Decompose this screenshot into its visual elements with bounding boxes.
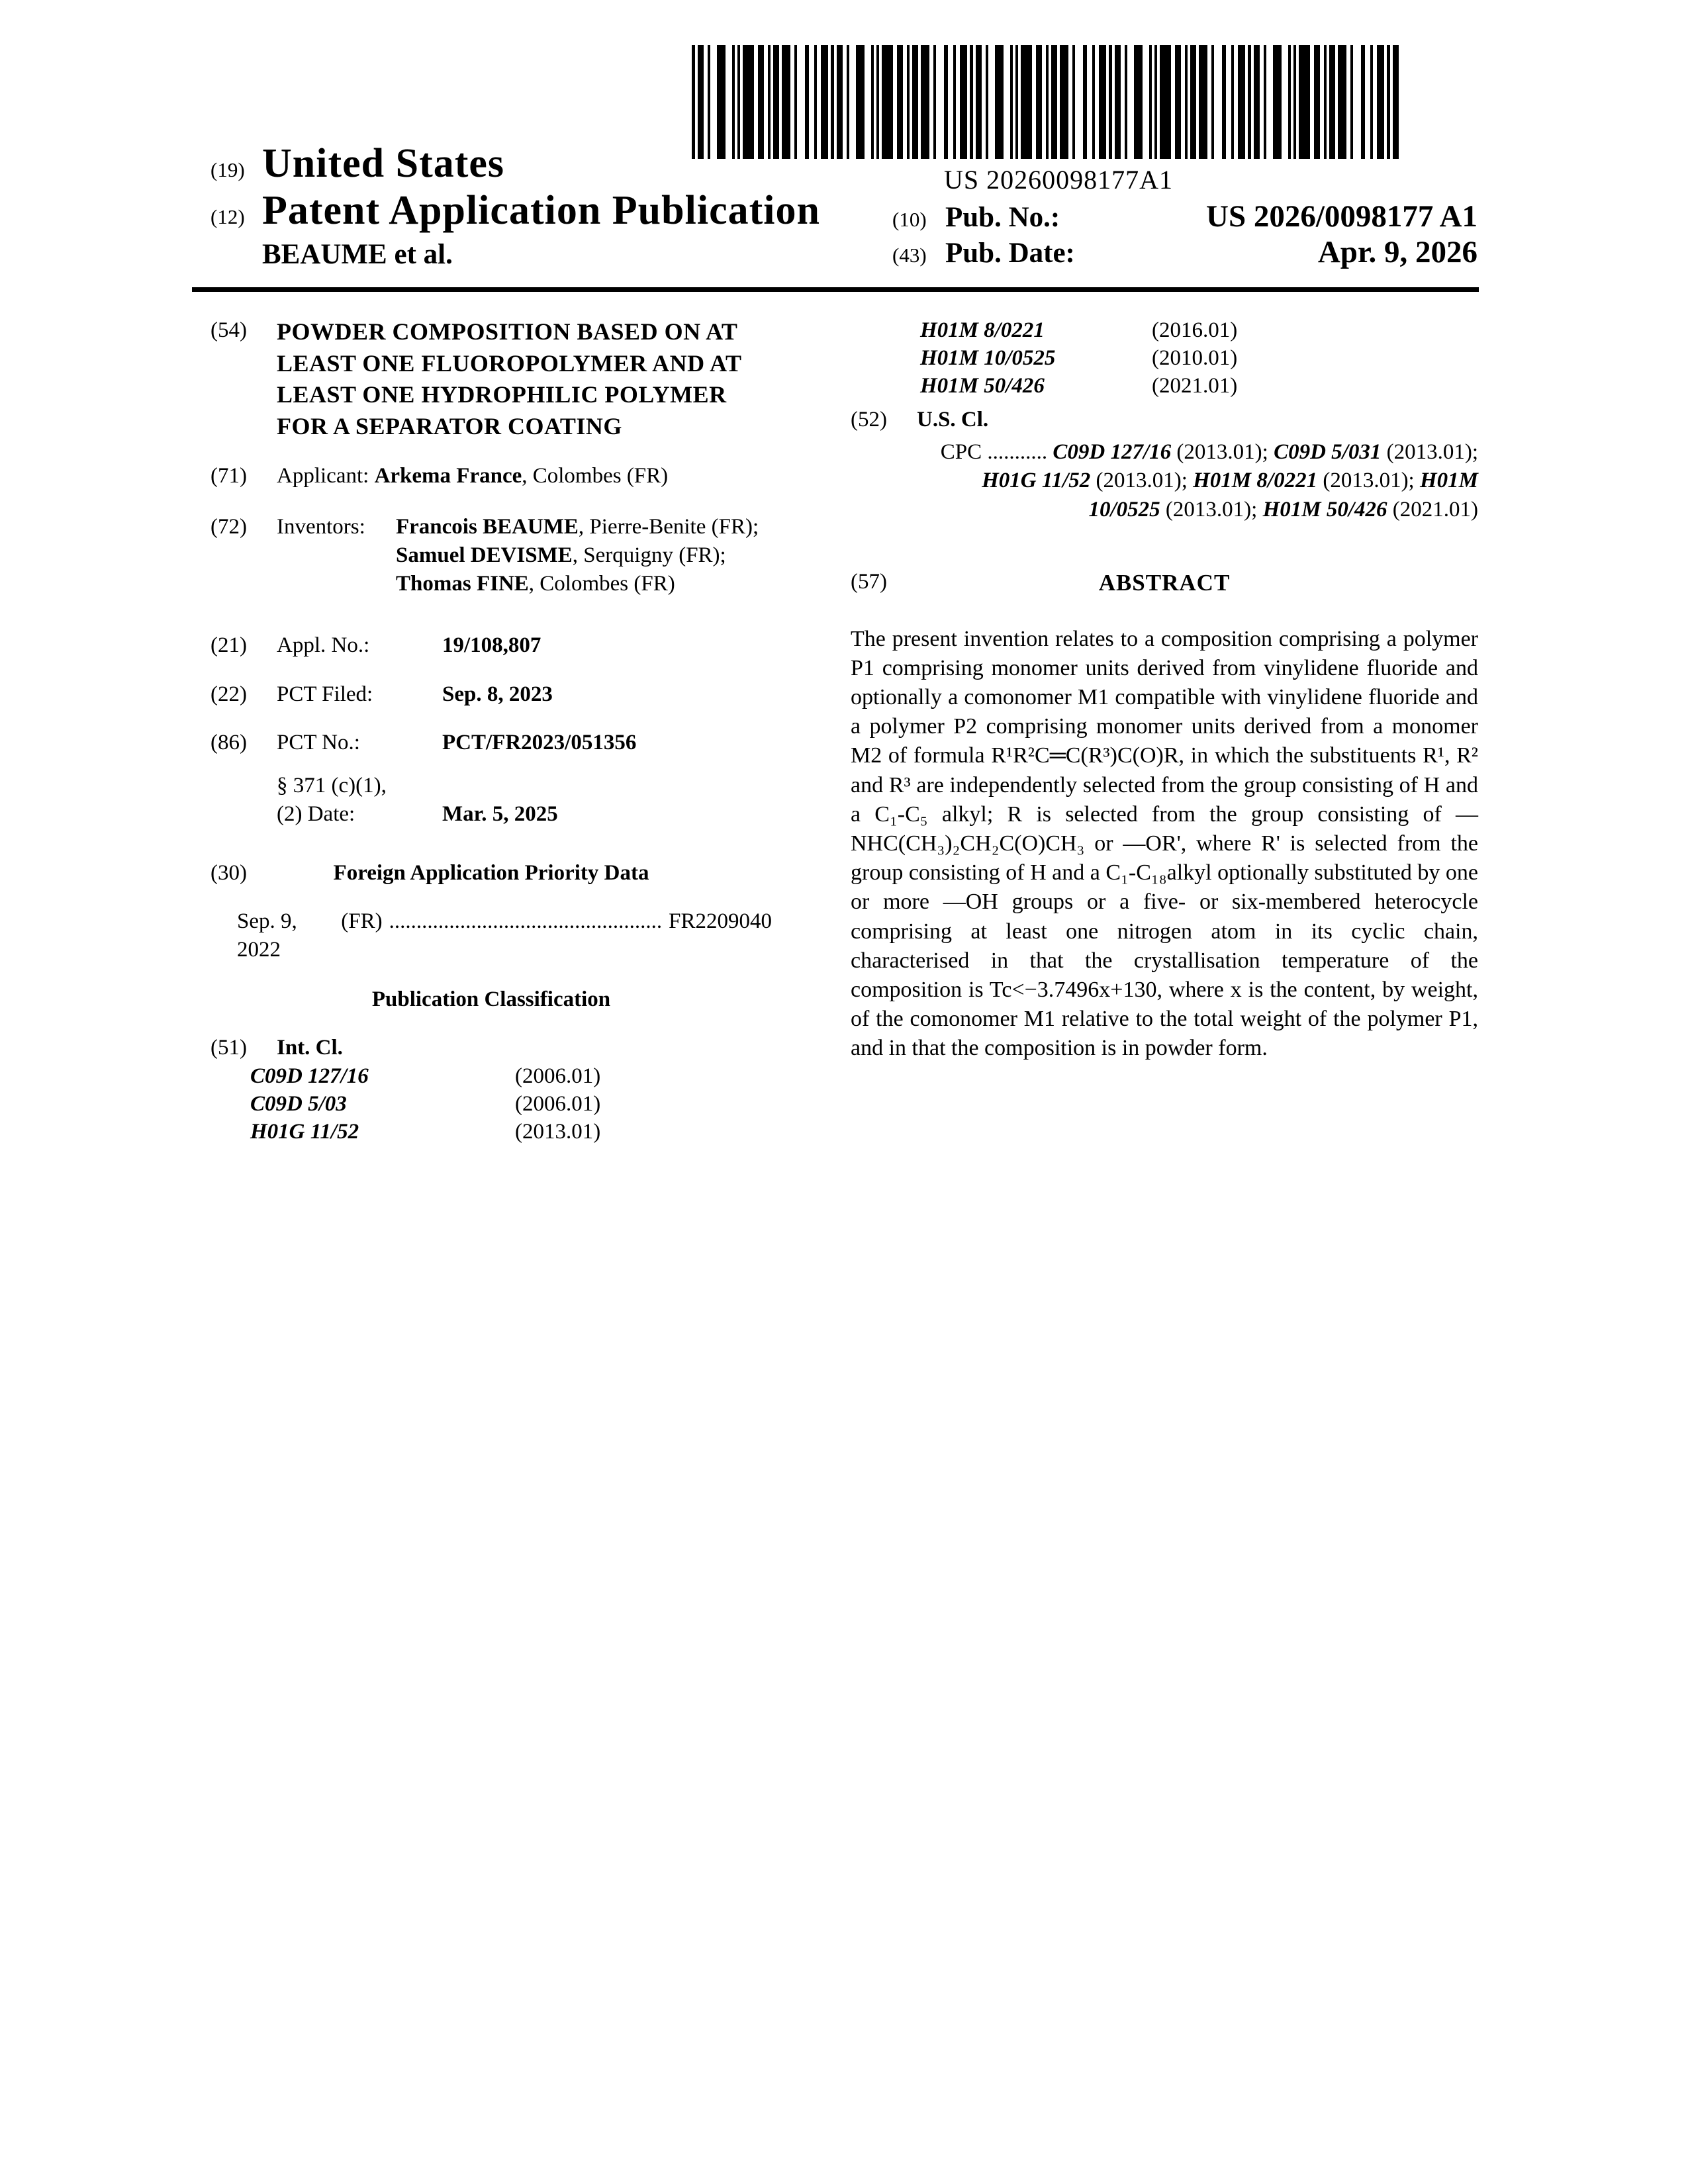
class-code: H01M 50/426 xyxy=(920,374,1045,398)
pct-filed-value: Sep. 8, 2023 xyxy=(442,682,553,706)
inventors-line xyxy=(277,513,772,598)
class-code: H01M 8/0221 xyxy=(920,318,1045,342)
ino-19: (19) xyxy=(211,158,245,181)
cpc-paragraph xyxy=(917,438,1478,525)
applicant-label: Applicant: xyxy=(277,464,369,488)
header-right xyxy=(892,199,1477,270)
pct-filed-label: PCT Filed: xyxy=(277,682,373,706)
appl-no-item xyxy=(211,631,772,660)
inventor-name: Francois BEAUME xyxy=(396,514,579,539)
uscl-item xyxy=(851,406,1478,434)
ino-86: (86) xyxy=(211,731,247,755)
intcl-item xyxy=(211,1034,772,1062)
inventors-list: Francois BEAUME, Pierre-Benite (FR); Samuel DEVISME, Serquigny (FR); Thomas FINE, Colombes (FR) xyxy=(396,514,759,596)
pub-date-row xyxy=(892,234,1477,270)
pub-date-label: Pub. Date: xyxy=(945,238,1075,269)
cpc-label: CPC ........... xyxy=(940,439,1053,464)
pub-no-label: Pub. No.: xyxy=(945,202,1060,233)
publication-classification-heading: Publication Classification xyxy=(371,987,611,1011)
abstract-text: The present invention relates to a composition comprising a polymer P1 comprising monomer units derived from vinylidene fluoride and optionally a comonomer M1 compatible with vinylidene fluoride and a polymer P2 comprising monomer units derived from a monomer M2 of formula R¹R²C═C(R³)C(O)R, in which the substituents R¹, R² and R³ are independently selected from the group consisting of H and a C₁-C₅ alkyl; R is selected from the group consisting of —NHC(CH₃)₂CH₂C(O)CH₃ or —OR', where R' is selected from the group consisting of H and a C₁-C₁₈alkyl optionally substituted by one or more —OH groups or a five- or six-membered heterocycle comprising at least one nitrogen atom in its cyclic chain, characterised in that the crystallisation temperature of the composition is Tc<−3.7496x+130, where x is the content, by weight, of the comonomer M1 relative to the total weight of the polymer P1, and in that the composition is in powder form. xyxy=(851,626,1478,1061)
intcl-right-rows xyxy=(851,316,1478,400)
cpc-code: H01M 8/0221 xyxy=(1193,469,1318,493)
publication-kind: Patent Application Publication xyxy=(262,188,820,233)
sect-371-line2 xyxy=(277,800,772,829)
pct-no-value: PCT/FR2023/051356 xyxy=(442,731,637,755)
abstract-heading-row xyxy=(851,568,1478,598)
cpc-code: H01M 50/426 xyxy=(1262,497,1387,522)
ino-57: (57) xyxy=(851,570,887,594)
ino-52: (52) xyxy=(851,407,887,432)
kind-row xyxy=(211,187,939,234)
ino-71: (71) xyxy=(211,464,247,488)
title-item xyxy=(211,316,772,442)
class-year: (2010.01) xyxy=(1152,346,1238,371)
class-code: H01M 10/0525 xyxy=(920,346,1056,371)
country-name: United States xyxy=(262,141,505,186)
ino-21: (21) xyxy=(211,633,247,657)
sect-371-date-value: Mar. 5, 2025 xyxy=(442,802,558,827)
intcl-left-rows xyxy=(211,1062,772,1146)
country-row xyxy=(211,140,939,187)
foreign-priority-heading: Foreign Application Priority Data xyxy=(333,861,649,886)
class-code: H01G 11/52 xyxy=(250,1120,359,1144)
foreign-priority-item xyxy=(211,859,772,887)
pub-no-value: US 2026/0098177 A1 xyxy=(1206,199,1477,234)
class-year: (2021.01) xyxy=(1152,374,1238,398)
pct-no-item xyxy=(211,729,772,757)
class-code: C09D 127/16 xyxy=(250,1064,369,1088)
intcl-label: Int. Cl. xyxy=(277,1035,343,1060)
classification-row xyxy=(920,316,1478,344)
applicant-rest: , Colombes (FR) xyxy=(522,464,669,488)
classification-row xyxy=(250,1118,772,1146)
applicant-line xyxy=(277,462,772,490)
right-column xyxy=(851,316,1478,1064)
cpc-year: (2013.01); xyxy=(1171,439,1274,464)
ino-43: (43) xyxy=(892,244,927,267)
classification-row xyxy=(920,372,1478,400)
cpc-year: (2013.01); xyxy=(1160,497,1263,522)
pct-no-line xyxy=(277,729,772,757)
ino-10: (10) xyxy=(892,208,927,231)
ino-72: (72) xyxy=(211,514,247,539)
priority-country: (FR) xyxy=(341,909,383,933)
pct-filed-line xyxy=(277,680,772,709)
ino-51: (51) xyxy=(211,1035,247,1060)
cpc-year: (2021.01) xyxy=(1387,497,1478,522)
classification-row xyxy=(250,1090,772,1118)
inventors-item xyxy=(211,513,772,598)
uscl-label: U.S. Cl. xyxy=(917,407,989,432)
class-code: C09D 5/03 xyxy=(250,1091,347,1116)
priority-row xyxy=(237,907,772,964)
inventor-name: Samuel DEVISME xyxy=(396,543,573,567)
invention-title: POWDER COMPOSITION BASED ON AT LEAST ONE FLUOROPOLYMER AND AT LEAST ONE HYDROPHILIC POLYMER FOR A SEPARATOR COATING xyxy=(277,318,741,439)
inventor-name: Thomas FINE xyxy=(396,571,529,596)
classification-row xyxy=(920,344,1478,372)
class-year: (2006.01) xyxy=(515,1091,601,1116)
cpc-code: H01G 11/52 xyxy=(982,469,1091,493)
cpc-code: C09D 5/031 xyxy=(1274,439,1382,464)
left-column xyxy=(211,316,772,1146)
ino-54: (54) xyxy=(211,318,247,342)
appl-no-value: 19/108,807 xyxy=(442,633,541,657)
pct-no-label: PCT No.: xyxy=(277,731,360,755)
cpc-year: (2013.01); xyxy=(1090,469,1194,493)
applicant-item xyxy=(211,462,772,490)
cpc-classifications xyxy=(982,440,1478,522)
applicant-name: Arkema France xyxy=(374,464,522,488)
cpc-year: (2013.01); xyxy=(1381,439,1478,464)
pct-filed-item xyxy=(211,680,772,709)
appl-no-label: Appl. No.: xyxy=(277,633,370,657)
pub-no-row xyxy=(892,199,1477,234)
ino-12: (12) xyxy=(211,205,245,228)
header-left xyxy=(211,140,939,271)
priority-date: Sep. 9, 2022 xyxy=(237,909,297,962)
pub-date-value: Apr. 9, 2026 xyxy=(1317,235,1477,269)
class-year: (2013.01) xyxy=(515,1120,601,1144)
ino-30: (30) xyxy=(211,861,247,886)
priority-leader-dots: .................................................. xyxy=(389,909,663,933)
ino-22: (22) xyxy=(211,682,247,706)
sect-371-date-label: (2) Date: xyxy=(277,802,355,827)
priority-number: FR2209040 xyxy=(669,909,772,933)
abstract-heading: ABSTRACT xyxy=(1098,570,1231,596)
cpc-code: C09D 127/16 xyxy=(1053,439,1172,464)
class-year: (2006.01) xyxy=(515,1064,601,1088)
classification-row xyxy=(250,1062,772,1090)
sect-371-block xyxy=(277,772,772,829)
class-year: (2016.01) xyxy=(1152,318,1238,342)
header-divider xyxy=(192,287,1479,292)
barcode-number: US 20260098177A1 xyxy=(943,165,1174,195)
sect-371-line1: § 371 (c)(1), xyxy=(277,774,387,798)
first-named-inventor: BEAUME et al. xyxy=(262,239,453,270)
appl-no-line xyxy=(277,631,772,660)
cpc-year: (2013.01); xyxy=(1317,469,1420,493)
cpc-code: H01M 10/0525 xyxy=(1088,469,1478,522)
inventors-label: Inventors: xyxy=(277,514,365,539)
